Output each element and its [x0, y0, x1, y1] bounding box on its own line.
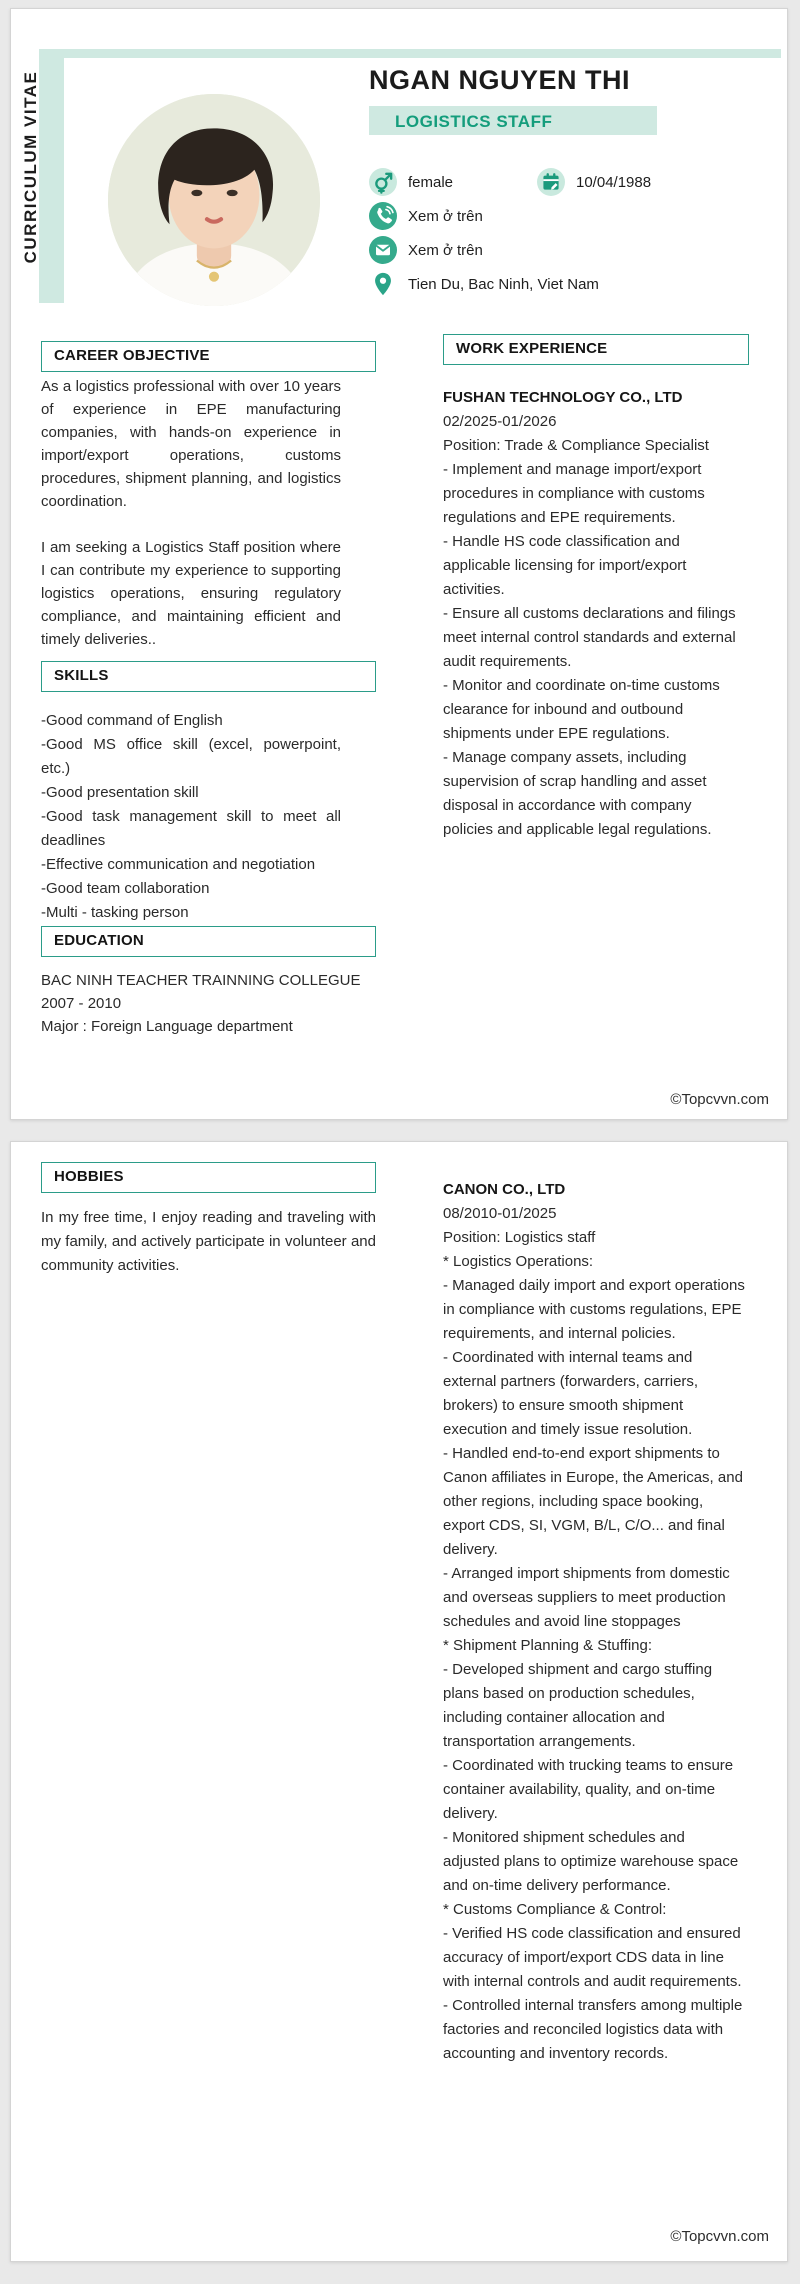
- birthdate-value: 10/04/1988: [576, 173, 652, 191]
- section-heading-career-objective: CAREER OBJECTIVE: [41, 341, 376, 372]
- skills-list: [41, 709, 341, 925]
- skill-item: -Good task management skill to meet all deadlines: [41, 808, 341, 849]
- gender-icon: [369, 168, 397, 196]
- work-line: - Managed daily import and export operations in compliance with customs regulations, EPE requirements, and internal policies.: [443, 1277, 745, 1342]
- work-line: Position: Logistics staff: [443, 1229, 596, 1246]
- work-line: - Monitor and coordinate on-time customs clearance for inbound and outbound shipments under EPE regulations.: [443, 677, 720, 742]
- company-name: CANON CO., LTD: [443, 1181, 566, 1198]
- location-icon: [369, 270, 397, 298]
- email-icon: [369, 236, 397, 264]
- page2-watermark: ©Topcvvn.com: [670, 2228, 769, 2245]
- education-years: 2007 - 2010: [41, 995, 122, 1012]
- skill-item: -Good presentation skill: [41, 784, 199, 801]
- cv-page-2: [10, 1141, 788, 2262]
- email-value: Xem ở trên: [408, 241, 483, 259]
- page1-watermark: ©Topcvvn.com: [670, 1091, 769, 1108]
- skill-item: -Good command of English: [41, 712, 223, 729]
- gender-value: female: [408, 173, 454, 191]
- skill-item: -Effective communication and negotiation: [41, 856, 316, 873]
- work-line: - Manage company assets, including supervision of scrap handling and asset disposal in accordance with company policies and applicable legal regulations.: [443, 749, 712, 838]
- work-line: Position: Trade & Compliance Specialist: [443, 437, 709, 454]
- curriculum-vitae-vertical-label: CURRICULUM VITAE: [21, 70, 40, 264]
- work-line: - Monitored shipment schedules and adjusted plans to optimize warehouse space and on-time delivery performance.: [443, 1829, 739, 1894]
- work-line: - Ensure all customs declarations and filings meet internal control standards and external audit requirements.: [443, 605, 736, 670]
- work-line: - Coordinated with trucking teams to ensure container availability, quality, and on-time delivery.: [443, 1757, 734, 1822]
- education-major: Major : Foreign Language department: [41, 1018, 293, 1035]
- work-line: - Implement and manage import/export procedures in compliance with customs regulations and EPE requirements.: [443, 461, 705, 526]
- work-line: - Coordinated with internal teams and external partners (forwarders, carriers, brokers) to ensure smooth shipment execution and timely issue resolution.: [443, 1349, 699, 1438]
- job-title-band: [369, 106, 657, 135]
- skill-item: -Multi - tasking person: [41, 904, 189, 921]
- skill-item: -Good MS office skill (excel, powerpoint, etc.): [41, 736, 341, 777]
- phone-value: Xem ở trên: [408, 207, 483, 225]
- career-objective-paragraph: As a logistics professional with over 10 years of experience in EPE manufacturing companies, with hands-on experience in import/export operations, customs procedures, shipment planning, and logistics coordination.: [41, 378, 341, 510]
- work-experience-1: [443, 386, 745, 842]
- portrait-illustration: [108, 94, 320, 306]
- company-name: FUSHAN TECHNOLOGY CO., LTD: [443, 389, 683, 406]
- detail-address: [369, 270, 599, 298]
- work-line: * Customs Compliance & Control:: [443, 1901, 667, 1918]
- phone-icon: [369, 202, 397, 230]
- employment-period: 08/2010-01/2025: [443, 1205, 557, 1222]
- education-block: [41, 969, 361, 1038]
- work-line: - Controlled internal transfers among multiple factories and reconciled logistics data with accounting and inventory records.: [443, 1997, 743, 2062]
- header-accent-band-vertical: [39, 49, 64, 303]
- work-line: - Handle HS code classification and applicable licensing for import/export activities.: [443, 533, 687, 598]
- career-objective-paragraph: I am seeking a Logistics Staff position where I can contribute my experience to supporting logistics operations, ensuring regulatory compliance, and maintaining efficient and timely deliveries..: [41, 539, 341, 648]
- skill-item: -Good team collaboration: [41, 880, 210, 897]
- detail-email: [369, 236, 483, 264]
- work-line: * Logistics Operations:: [443, 1253, 594, 1270]
- header-accent-band-horizontal: [39, 49, 781, 58]
- section-heading-work-experience: WORK EXPERIENCE: [443, 334, 749, 365]
- section-heading-skills: SKILLS: [41, 661, 376, 692]
- employment-period: 02/2025-01/2026: [443, 413, 557, 430]
- detail-phone: [369, 202, 483, 230]
- job-title: LOGISTICS STAFF: [395, 112, 553, 131]
- education-school: BAC NINH TEACHER TRAINNING COLLEGUE: [41, 972, 361, 989]
- work-line: - Handled end-to-end export shipments to Canon affiliates in Europe, the Americas, and other regions, including space booking, export CDS, SI, VGM, B/L, C/O... and final delivery.: [443, 1445, 743, 1558]
- address-value: Tien Du, Bac Ninh, Viet Nam: [408, 275, 599, 293]
- candidate-name: NGAN NGUYEN THI: [369, 65, 631, 95]
- career-objective-text: [41, 375, 341, 651]
- cv-page-1: [10, 8, 788, 1120]
- detail-birthdate: [537, 168, 651, 196]
- work-line: - Arranged import shipments from domestic and overseas suppliers to meet production schedules and avoid line stoppages: [443, 1565, 730, 1630]
- work-experience-2: [443, 1178, 745, 2066]
- section-heading-education: EDUCATION: [41, 926, 376, 957]
- work-line: * Shipment Planning & Stuffing:: [443, 1637, 653, 1654]
- section-heading-hobbies: HOBBIES: [41, 1162, 376, 1193]
- hobbies-text: In my free time, I enjoy reading and traveling with my family, and actively participate in volunteer and community activities.: [41, 1209, 376, 1274]
- work-line: - Verified HS code classification and ensured accuracy of import/export CDS data in line with internal controls and audit requirements.: [443, 1925, 742, 1990]
- detail-gender: [369, 168, 453, 196]
- profile-photo: [108, 94, 320, 306]
- calendar-icon: [537, 168, 565, 196]
- work-line: - Developed shipment and cargo stuffing plans based on production schedules, including container allocation and transportation arrangements.: [443, 1661, 713, 1750]
